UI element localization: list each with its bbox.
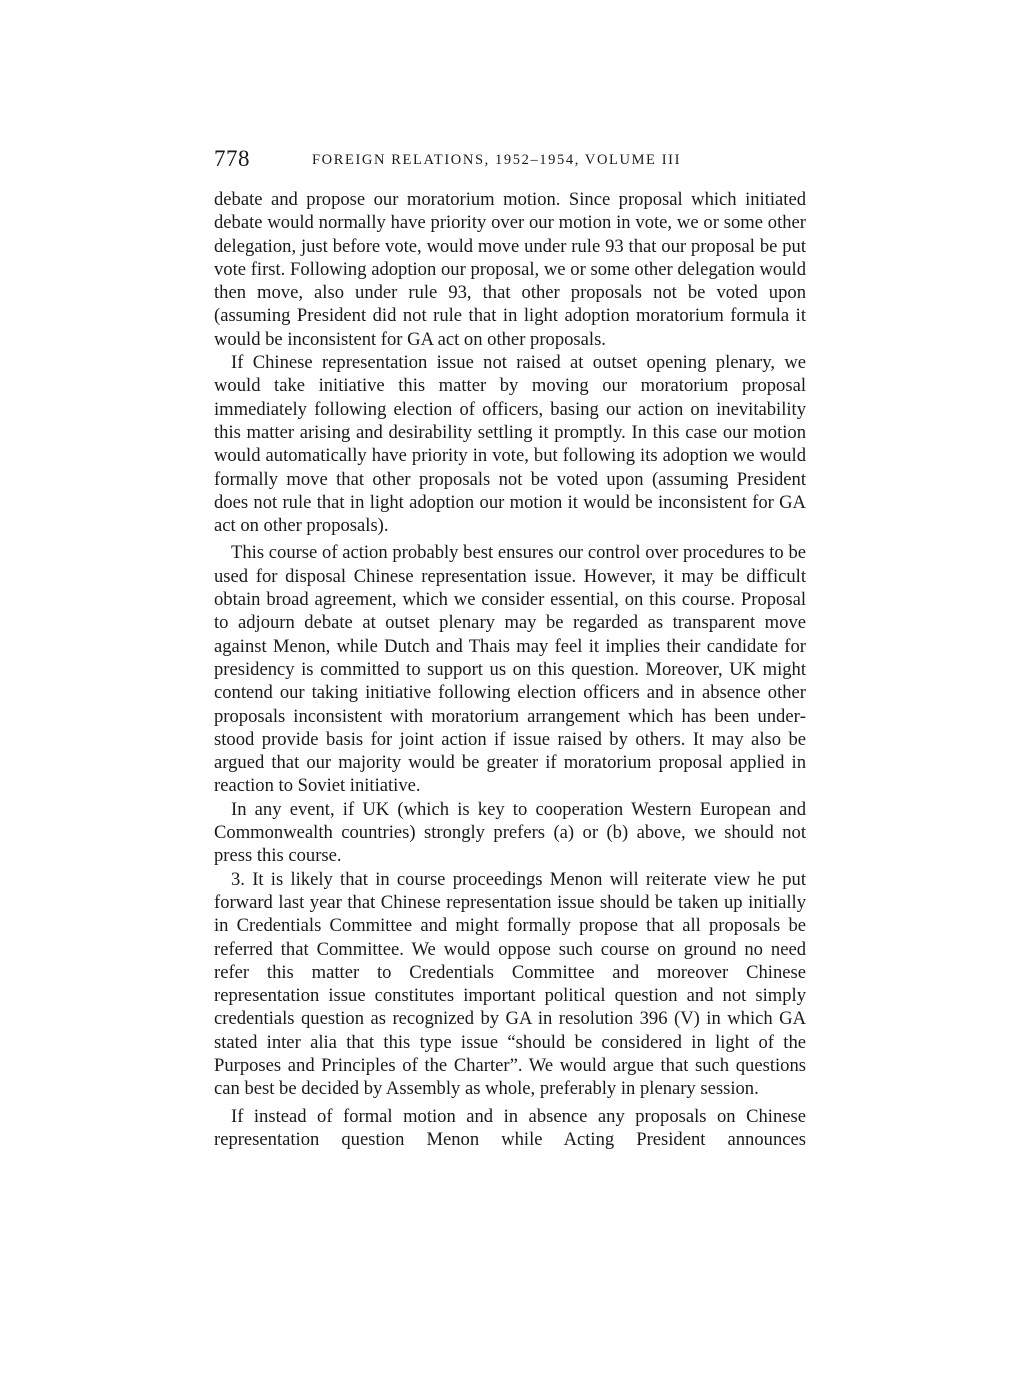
paragraph-3: This course of action probably best ensures our control over procedures to be used for disposal Chinese representation issue. However, it may be difficult obtain broad agreement, which we consider essential, on this course. Proposal to adjourn debate at outset plenary may be regarded as transparent move against Menon, while Dutch and Thais may feel it implies their candidate for presidency is committed to support us on this question. Moreover, UK might contend our taking initiative following election officers and in absence other proposals inconsistent with moratorium arrangement which has been understood provide basis for joint action if issue raised by others. It may also be argued that our majority would be greater if moratorium proposal applied in reaction to Soviet initiative. <box>214 542 806 797</box>
running-head <box>214 146 814 176</box>
page-number: 778 <box>214 146 250 171</box>
paragraph-2: If Chinese representation issue not raised at outset opening plenary, we would take initiative this matter by moving our moratorium proposal immediately following election of officers, basing our action on inevitability this matter arising and desirability settling it promptly. In this case our motion would automatically have priority in vote, but following its adoption we would formally move that other proposals not be voted upon (assuming President does not rule that in light adoption our motion it would be inconsistent for GA act on other proposals). <box>214 352 806 537</box>
paragraph-6: If instead of formal motion and in absence any proposals on Chinese representation question Menon while Acting President announces <box>214 1105 806 1150</box>
body-text <box>214 188 806 1151</box>
paragraph-1: debate and propose our moratorium motion. Since proposal which initiated debate would normally have priority over our motion in vote, we or some other delegation, just before vote, would move under rule 93 that our proposal be put vote first. Following adoption our proposal, we or some other delegation would then move, also under rule 93, that other proposals not be voted upon (assuming President did not rule that in light adoption moratorium formula it would be inconsistent for GA act on other proposals. <box>214 189 806 350</box>
running-title: FOREIGN RELATIONS, 1952–1954, VOLUME III <box>312 152 682 168</box>
paragraph-4: In any event, if UK (which is key to cooperation Western European and Commonwealth countries) strongly prefers (a) or (b) above, we should not press this course. <box>214 798 806 867</box>
paragraph-5: 3. It is likely that in course proceedings Menon will reiterate view he put forward last year that Chinese representation issue should be taken up initially in Credentials Committee and might formally propose that all proposals be referred that Committee. We would oppose such course on ground no need refer this matter to Credentials Committee and moreover Chinese representation issue constitutes important political question and not simply credentials question as recognized by GA in resolution 396 (V) in which GA stated inter alia that this type issue “should be considered in light of the Purposes and Principles of the Charter”. We would argue that such questions can best be decided by Assembly as whole, preferably in plenary session. <box>214 868 806 1100</box>
